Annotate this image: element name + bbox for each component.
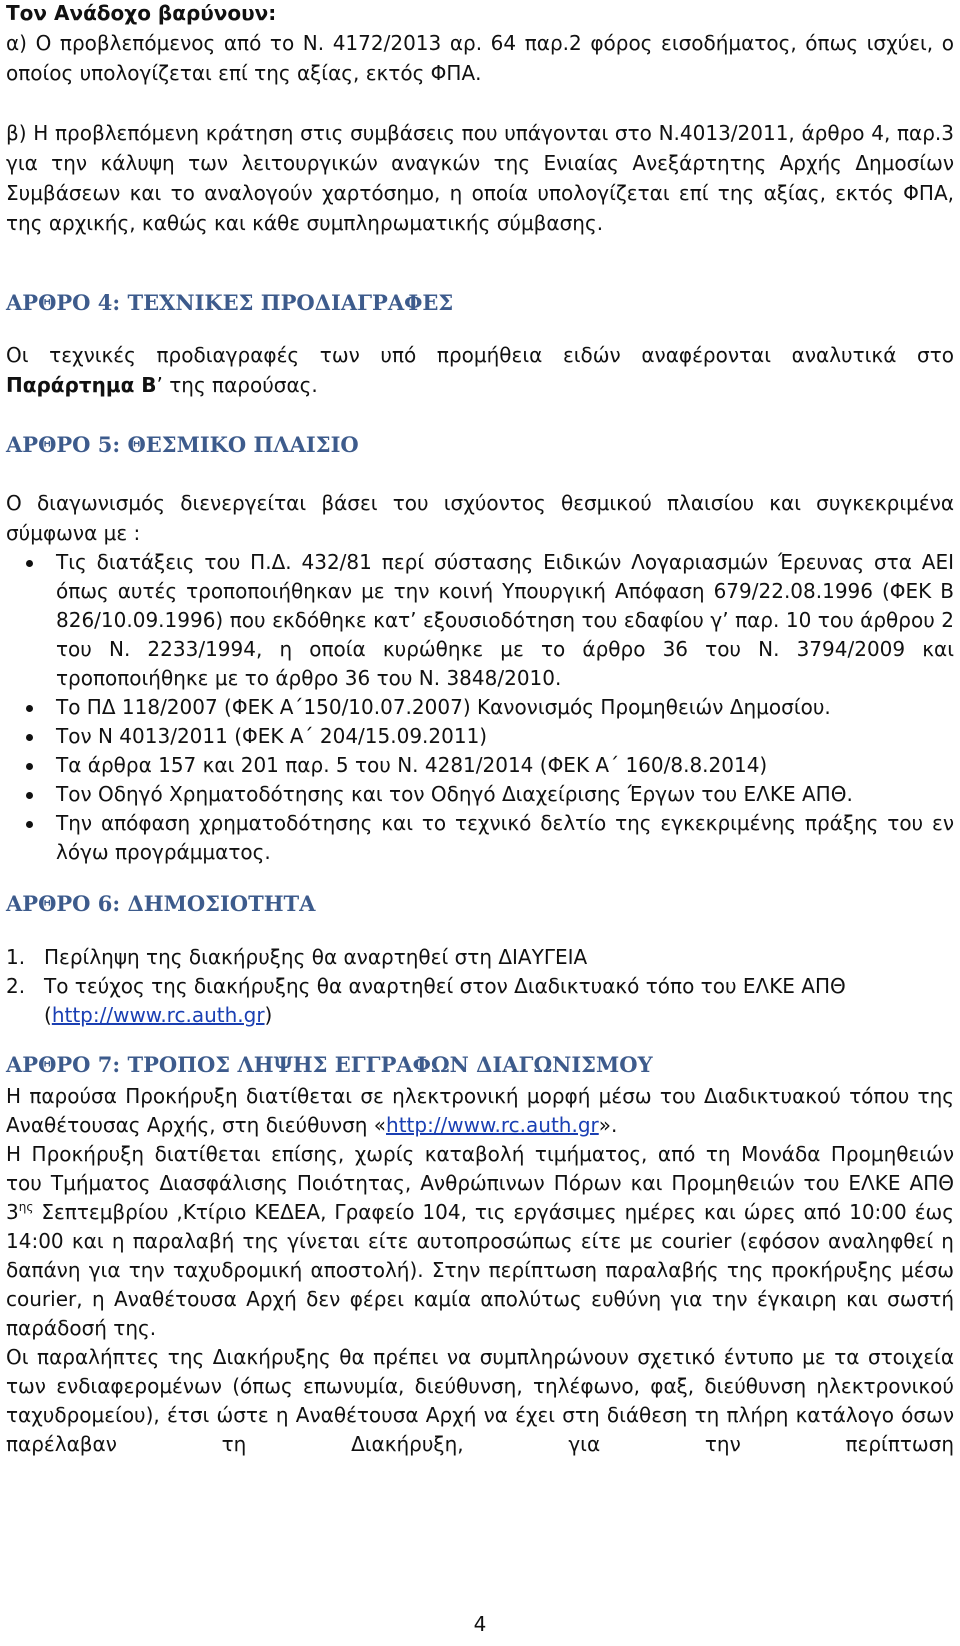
list-item: Τον Ν 4013/2011 (ΦΕΚ Α΄ 204/15.09.2011) <box>6 722 954 751</box>
bullet-icon <box>26 560 33 567</box>
list-item: Το ΠΔ 118/2007 (ΦΕΚ Α΄150/10.07.2007) Κανονισμός Προμηθειών Δημοσίου. <box>6 693 954 722</box>
article-7-paragraph-1: Η παρούσα Προκήρυξη διατίθεται σε ηλεκτρονική μορφή μέσω του Διαδικτυακού τόπου της Αναθέτουσας Αρχής, στη διεύθυνση «http://www.rc.auth.gr». <box>6 1084 954 1137</box>
bullet-icon <box>26 792 33 799</box>
document-page <box>6 0 954 1459</box>
elke-website-link[interactable]: http://www.rc.auth.gr <box>51 1003 265 1027</box>
bullet-icon <box>26 734 33 741</box>
bullet-icon <box>26 821 33 828</box>
article-7-heading: ΑΡΘΡΟ 7: ΤΡΟΠΟΣ ΛΗΨΗΣ ΕΓΓΡΑΦΩΝ ΔΙΑΓΩΝΙΣΜΟΥ <box>6 1052 653 1077</box>
annex-b-label: Παράρτημα Β <box>6 373 157 397</box>
bullet-icon <box>26 763 33 770</box>
list-item: Τα άρθρα 157 και 201 παρ. 5 του Ν. 4281/2014 (ΦΕΚ Α΄ 160/8.8.2014) <box>6 751 954 780</box>
article-4-text: Οι τεχνικές προδιαγραφές των υπό προμήθεια ειδών αναφέρονται αναλυτικά στο Παράρτημα Β’ της παρούσας. <box>6 343 954 397</box>
bullet-icon <box>26 705 33 712</box>
authority-website-link[interactable]: http://www.rc.auth.gr <box>386 1113 599 1137</box>
contractor-obligations-title: Τον Ανάδοχο βαρύνουν: <box>6 1 277 25</box>
legal-framework-list <box>6 548 954 867</box>
obligation-b: β) Η προβλεπόμενη κράτηση στις συμβάσεις που υπάγονται στο Ν.4013/2011, άρθρο 4, παρ.3 για την κάλυψη των λειτουργικών αναγκών της Ενιαίας Ανεξάρτητης Αρχής Δημοσίων Συμβάσεων και το αναλογούν χαρτόσημο, η οποία υπολογίζεται επί της αξίας, εκτός ΦΠΑ, της αρχικής, καθώς και κάθε συμπληρωματικής σύμβασης. <box>6 121 954 235</box>
list-item: Την απόφαση χρηματοδότησης και το τεχνικό δελτίο της εγκεκριμένης πράξης του εν λόγω προγράμματος. <box>6 809 954 867</box>
article-5-heading: ΑΡΘΡΟ 5: ΘΕΣΜΙΚΟ ΠΛΑΙΣΙΟ <box>6 432 359 457</box>
article-6-heading: ΑΡΘΡΟ 6: ΔΗΜΟΣΙΟΤΗΤΑ <box>6 891 316 916</box>
list-item: 1. Περίληψη της διακήρυξης θα αναρτηθεί στη ΔΙΑΥΓΕΙΑ <box>6 945 588 969</box>
article-7-paragraph-3: Οι παραλήπτες της Διακήρυξης θα πρέπει να συμπληρώνουν σχετικό έντυπο με τα στοιχεία των ενδιαφερομένων (όπως επωνυμία, διεύθυνση, τηλέφωνο, φαξ, διεύθυνση ηλεκτρονικού ταχυδρομείου), έτσι ώστε η Αναθέτουσα Αρχή να έχει στη διάθεση τη πλήρη κατάλογο όσων παρέλαβαν τη Διακήρυξη, για την περίπτωση <box>6 1345 954 1456</box>
article-7-paragraph-2: Η Προκήρυξη διατίθεται επίσης, χωρίς καταβολή τιμήματος, από τη Μονάδα Προμηθειών του Τμήματος Διασφάλισης Ποιότητας, Ανθρώπινων Πόρων και Προμηθειών του ΕΛΚΕ ΑΠΘ $3^{\eta\varsigma}$ Σεπτεμβρίου ,Κτίριο ΚΕΔΕΑ, Γραφείο 104, τις εργάσιμες ημέρες και ώρες από 10:00 έως 14:00 και η παραλαβή της γίνεται είτε αυτοπροσώπως είτε με courier (εφόσον αναληφθεί η δαπάνη για την ταχυδρομική αποστολή). Στην περίπτωση παραλαβής της προκήρυξης μέσω courier, η Αναθέτουσα Αρχή δεν φέρει καμία απολύτως ευθύνη για την έγκαιρη και σωστή παράδοσή της. <box>6 1142 954 1340</box>
page-number: 4 <box>473 1612 487 1636</box>
article-5-intro: Ο διαγωνισμός διενεργείται βάσει του ισχύοντος θεσμικού πλαισίου και συγκεκριμένα σύμφωνα με : <box>6 491 954 545</box>
obligation-a: α) Ο προβλεπόμενος από το Ν. 4172/2013 αρ. 64 παρ.2 φόρος εισοδήματος, όπως ισχύει, ο οποίος υπολογίζεται επί της αξίας, εκτός ΦΠΑ. <box>6 31 954 85</box>
list-item: Τον Οδηγό Χρηματοδότησης και τον Οδηγό Διαχείρισης Έργων του ΕΛΚΕ ΑΠΘ. <box>6 780 954 809</box>
article-4-heading: ΑΡΘΡΟ 4: ΤΕΧΝΙΚΕΣ ΠΡΟΔΙΑΓΡΑΦΕΣ <box>6 290 454 315</box>
publicity-list <box>6 943 954 1030</box>
list-item: 2. Το τεύχος της διακήρυξης θα αναρτηθεί στον Διαδικτυακό τόπο του ΕΛΚΕ ΑΠΘ (http://www.rc.auth.gr) <box>6 974 846 1027</box>
list-item: Τις διατάξεις του Π.Δ. 432/81 περί σύστασης Ειδικών Λογαριασμών Έρευνας στα ΑΕΙ όπως αυτές τροποποιήθηκαν με την κοινή Υπουργική Απόφαση 679/22.08.1996 (ΦΕΚ Β 826/10.09.1996) που εκδόθηκε κατ’ εξουσιοδότηση του εδαφίου γ’ παρ. 10 του άρθρου 2 του Ν. 2233/1994, η οποία κυρώθηκε με το άρθρο 36 του Ν. 3794/2009 και τροποποιήθηκε με το άρθρο 36 του Ν. 3848/2010. <box>6 548 954 693</box>
